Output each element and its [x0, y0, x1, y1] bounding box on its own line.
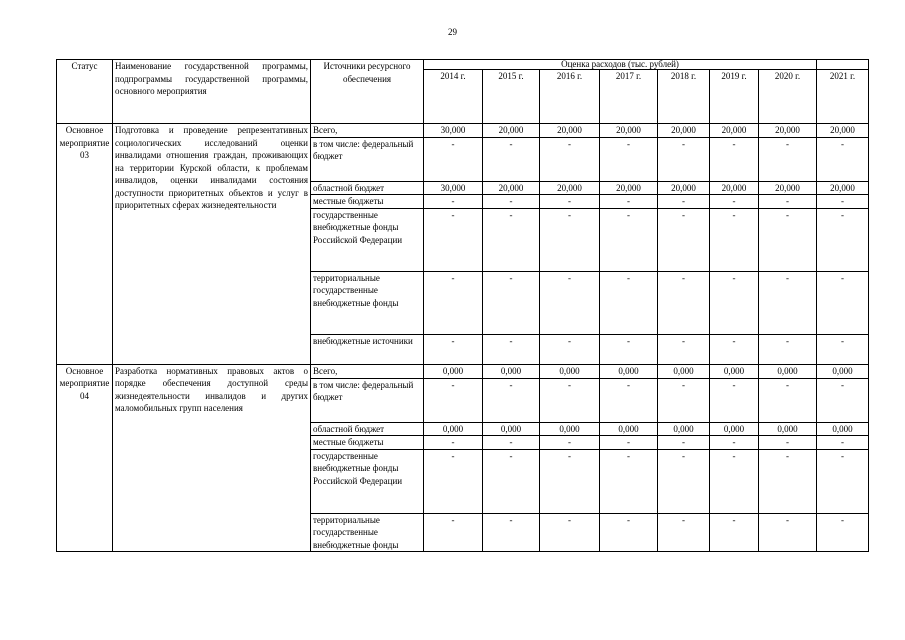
- value-cell: 20,000: [483, 124, 540, 138]
- value-cell: 0,000: [540, 422, 600, 436]
- value-cell: -: [600, 208, 658, 271]
- header-year: 2020 г.: [759, 70, 817, 124]
- value-cell: -: [658, 137, 710, 181]
- value-cell: 0,000: [600, 422, 658, 436]
- value-cell: -: [710, 334, 759, 364]
- header-blank: [817, 60, 869, 70]
- source-cell: Всего,: [311, 364, 424, 378]
- value-cell: -: [658, 208, 710, 271]
- value-cell: -: [658, 449, 710, 513]
- value-cell: -: [817, 137, 869, 181]
- value-cell: -: [710, 436, 759, 450]
- value-cell: 0,000: [540, 364, 600, 378]
- value-cell: -: [600, 334, 658, 364]
- value-cell: 0,000: [817, 364, 869, 378]
- value-cell: -: [759, 271, 817, 334]
- header-year: 2021 г.: [817, 70, 869, 124]
- value-cell: 20,000: [817, 124, 869, 138]
- value-cell: 0,000: [483, 422, 540, 436]
- header-row-1: [57, 60, 869, 70]
- value-cell: -: [759, 208, 817, 271]
- value-cell: 20,000: [658, 181, 710, 195]
- value-cell: 20,000: [759, 124, 817, 138]
- value-cell: -: [600, 271, 658, 334]
- value-cell: 0,000: [710, 364, 759, 378]
- activity-name-cell: Разработка нормативных правовых актов о порядке обеспечения доступной среды жизнедеятельности инвалидов и других маломобильных групп населения: [113, 364, 311, 552]
- value-cell: -: [658, 334, 710, 364]
- value-cell: -: [817, 436, 869, 450]
- source-cell: внебюджетные источники: [311, 334, 424, 364]
- value-cell: -: [540, 195, 600, 209]
- value-cell: -: [710, 137, 759, 181]
- header-year: 2015 г.: [483, 70, 540, 124]
- value-cell: 0,000: [658, 364, 710, 378]
- value-cell: -: [658, 436, 710, 450]
- value-cell: -: [710, 271, 759, 334]
- value-cell: -: [540, 334, 600, 364]
- source-cell: в том числе: федеральный бюджет: [311, 378, 424, 422]
- value-cell: 0,000: [658, 422, 710, 436]
- value-cell: -: [759, 334, 817, 364]
- value-cell: -: [483, 271, 540, 334]
- value-cell: 20,000: [658, 124, 710, 138]
- header-status: Статус: [57, 60, 113, 124]
- source-cell: местные бюджеты: [311, 436, 424, 450]
- value-cell: 0,000: [817, 422, 869, 436]
- value-cell: -: [540, 513, 600, 552]
- value-cell: -: [600, 195, 658, 209]
- value-cell: 30,000: [424, 124, 483, 138]
- value-cell: -: [759, 378, 817, 422]
- source-cell: Всего,: [311, 124, 424, 138]
- value-cell: -: [817, 271, 869, 334]
- value-cell: -: [600, 449, 658, 513]
- value-cell: 20,000: [817, 181, 869, 195]
- value-cell: -: [483, 513, 540, 552]
- value-cell: -: [424, 208, 483, 271]
- value-cell: -: [759, 449, 817, 513]
- status-cell: Основное мероприятие 03: [57, 124, 113, 365]
- value-cell: -: [817, 513, 869, 552]
- value-cell: -: [710, 449, 759, 513]
- value-cell: -: [483, 449, 540, 513]
- value-cell: -: [600, 137, 658, 181]
- value-cell: -: [483, 195, 540, 209]
- value-cell: 0,000: [710, 422, 759, 436]
- value-cell: -: [658, 271, 710, 334]
- value-cell: -: [710, 208, 759, 271]
- value-cell: 20,000: [540, 124, 600, 138]
- source-cell: государственные внебюджетные фонды Российской Федерации: [311, 449, 424, 513]
- value-cell: 20,000: [710, 181, 759, 195]
- value-cell: -: [424, 271, 483, 334]
- value-cell: -: [424, 378, 483, 422]
- value-cell: -: [817, 378, 869, 422]
- table-row: [57, 124, 869, 138]
- value-cell: -: [483, 208, 540, 271]
- table-body: [57, 60, 869, 552]
- value-cell: -: [540, 378, 600, 422]
- value-cell: 20,000: [483, 181, 540, 195]
- value-cell: -: [424, 436, 483, 450]
- value-cell: 20,000: [710, 124, 759, 138]
- value-cell: -: [483, 137, 540, 181]
- header-estimate: Оценка расходов (тыс. рублей): [424, 60, 817, 70]
- value-cell: -: [424, 449, 483, 513]
- value-cell: 0,000: [600, 364, 658, 378]
- value-cell: -: [759, 513, 817, 552]
- value-cell: -: [658, 513, 710, 552]
- value-cell: -: [817, 449, 869, 513]
- value-cell: -: [540, 449, 600, 513]
- value-cell: -: [540, 436, 600, 450]
- value-cell: -: [483, 378, 540, 422]
- status-cell: Основное мероприятие 04: [57, 364, 113, 552]
- value-cell: -: [817, 208, 869, 271]
- value-cell: -: [424, 334, 483, 364]
- value-cell: -: [759, 436, 817, 450]
- header-name: Наименование государственной программы, подпрограммы государственной программы, основного мероприятия: [113, 60, 311, 124]
- source-cell: областной бюджет: [311, 422, 424, 436]
- value-cell: -: [759, 195, 817, 209]
- value-cell: -: [424, 195, 483, 209]
- table-row: [57, 364, 869, 378]
- value-cell: -: [817, 334, 869, 364]
- value-cell: -: [424, 513, 483, 552]
- header-sources: Источники ресурсного обеспечения: [311, 60, 424, 124]
- value-cell: 30,000: [424, 181, 483, 195]
- budget-table: [56, 59, 869, 552]
- source-cell: в том числе: федеральный бюджет: [311, 137, 424, 181]
- header-year: 2018 г.: [658, 70, 710, 124]
- value-cell: 20,000: [540, 181, 600, 195]
- source-cell: областной бюджет: [311, 181, 424, 195]
- value-cell: -: [600, 513, 658, 552]
- value-cell: -: [600, 436, 658, 450]
- value-cell: -: [424, 137, 483, 181]
- value-cell: 0,000: [759, 364, 817, 378]
- value-cell: -: [658, 195, 710, 209]
- value-cell: -: [483, 436, 540, 450]
- value-cell: -: [540, 271, 600, 334]
- value-cell: -: [600, 378, 658, 422]
- value-cell: -: [710, 195, 759, 209]
- header-year: 2017 г.: [600, 70, 658, 124]
- value-cell: 0,000: [424, 422, 483, 436]
- source-cell: государственные внебюджетные фонды Российской Федерации: [311, 208, 424, 271]
- page-number: 29: [448, 27, 457, 37]
- value-cell: -: [483, 334, 540, 364]
- header-year: 2019 г.: [710, 70, 759, 124]
- activity-name-cell: Подготовка и проведение репрезентативных социологических исследований оценки инвалидами отношения граждан, проживающих на территории Курской области, к проблемам инвалидов, оценки инвалидами состояния доступности приоритетных объектов и услуг в приоритетных сферах жизнедеятельности: [113, 124, 311, 365]
- value-cell: -: [710, 513, 759, 552]
- header-year: 2016 г.: [540, 70, 600, 124]
- header-year: 2014 г.: [424, 70, 483, 124]
- source-cell: местные бюджеты: [311, 195, 424, 209]
- value-cell: -: [759, 137, 817, 181]
- value-cell: 0,000: [424, 364, 483, 378]
- value-cell: 20,000: [600, 181, 658, 195]
- value-cell: 20,000: [600, 124, 658, 138]
- value-cell: -: [540, 208, 600, 271]
- source-cell: территориальные государственные внебюджетные фонды: [311, 271, 424, 334]
- value-cell: 0,000: [483, 364, 540, 378]
- value-cell: -: [540, 137, 600, 181]
- value-cell: -: [710, 378, 759, 422]
- value-cell: -: [817, 195, 869, 209]
- value-cell: 0,000: [759, 422, 817, 436]
- value-cell: -: [658, 378, 710, 422]
- source-cell: территориальные государственные внебюджетные фонды: [311, 513, 424, 552]
- value-cell: 20,000: [759, 181, 817, 195]
